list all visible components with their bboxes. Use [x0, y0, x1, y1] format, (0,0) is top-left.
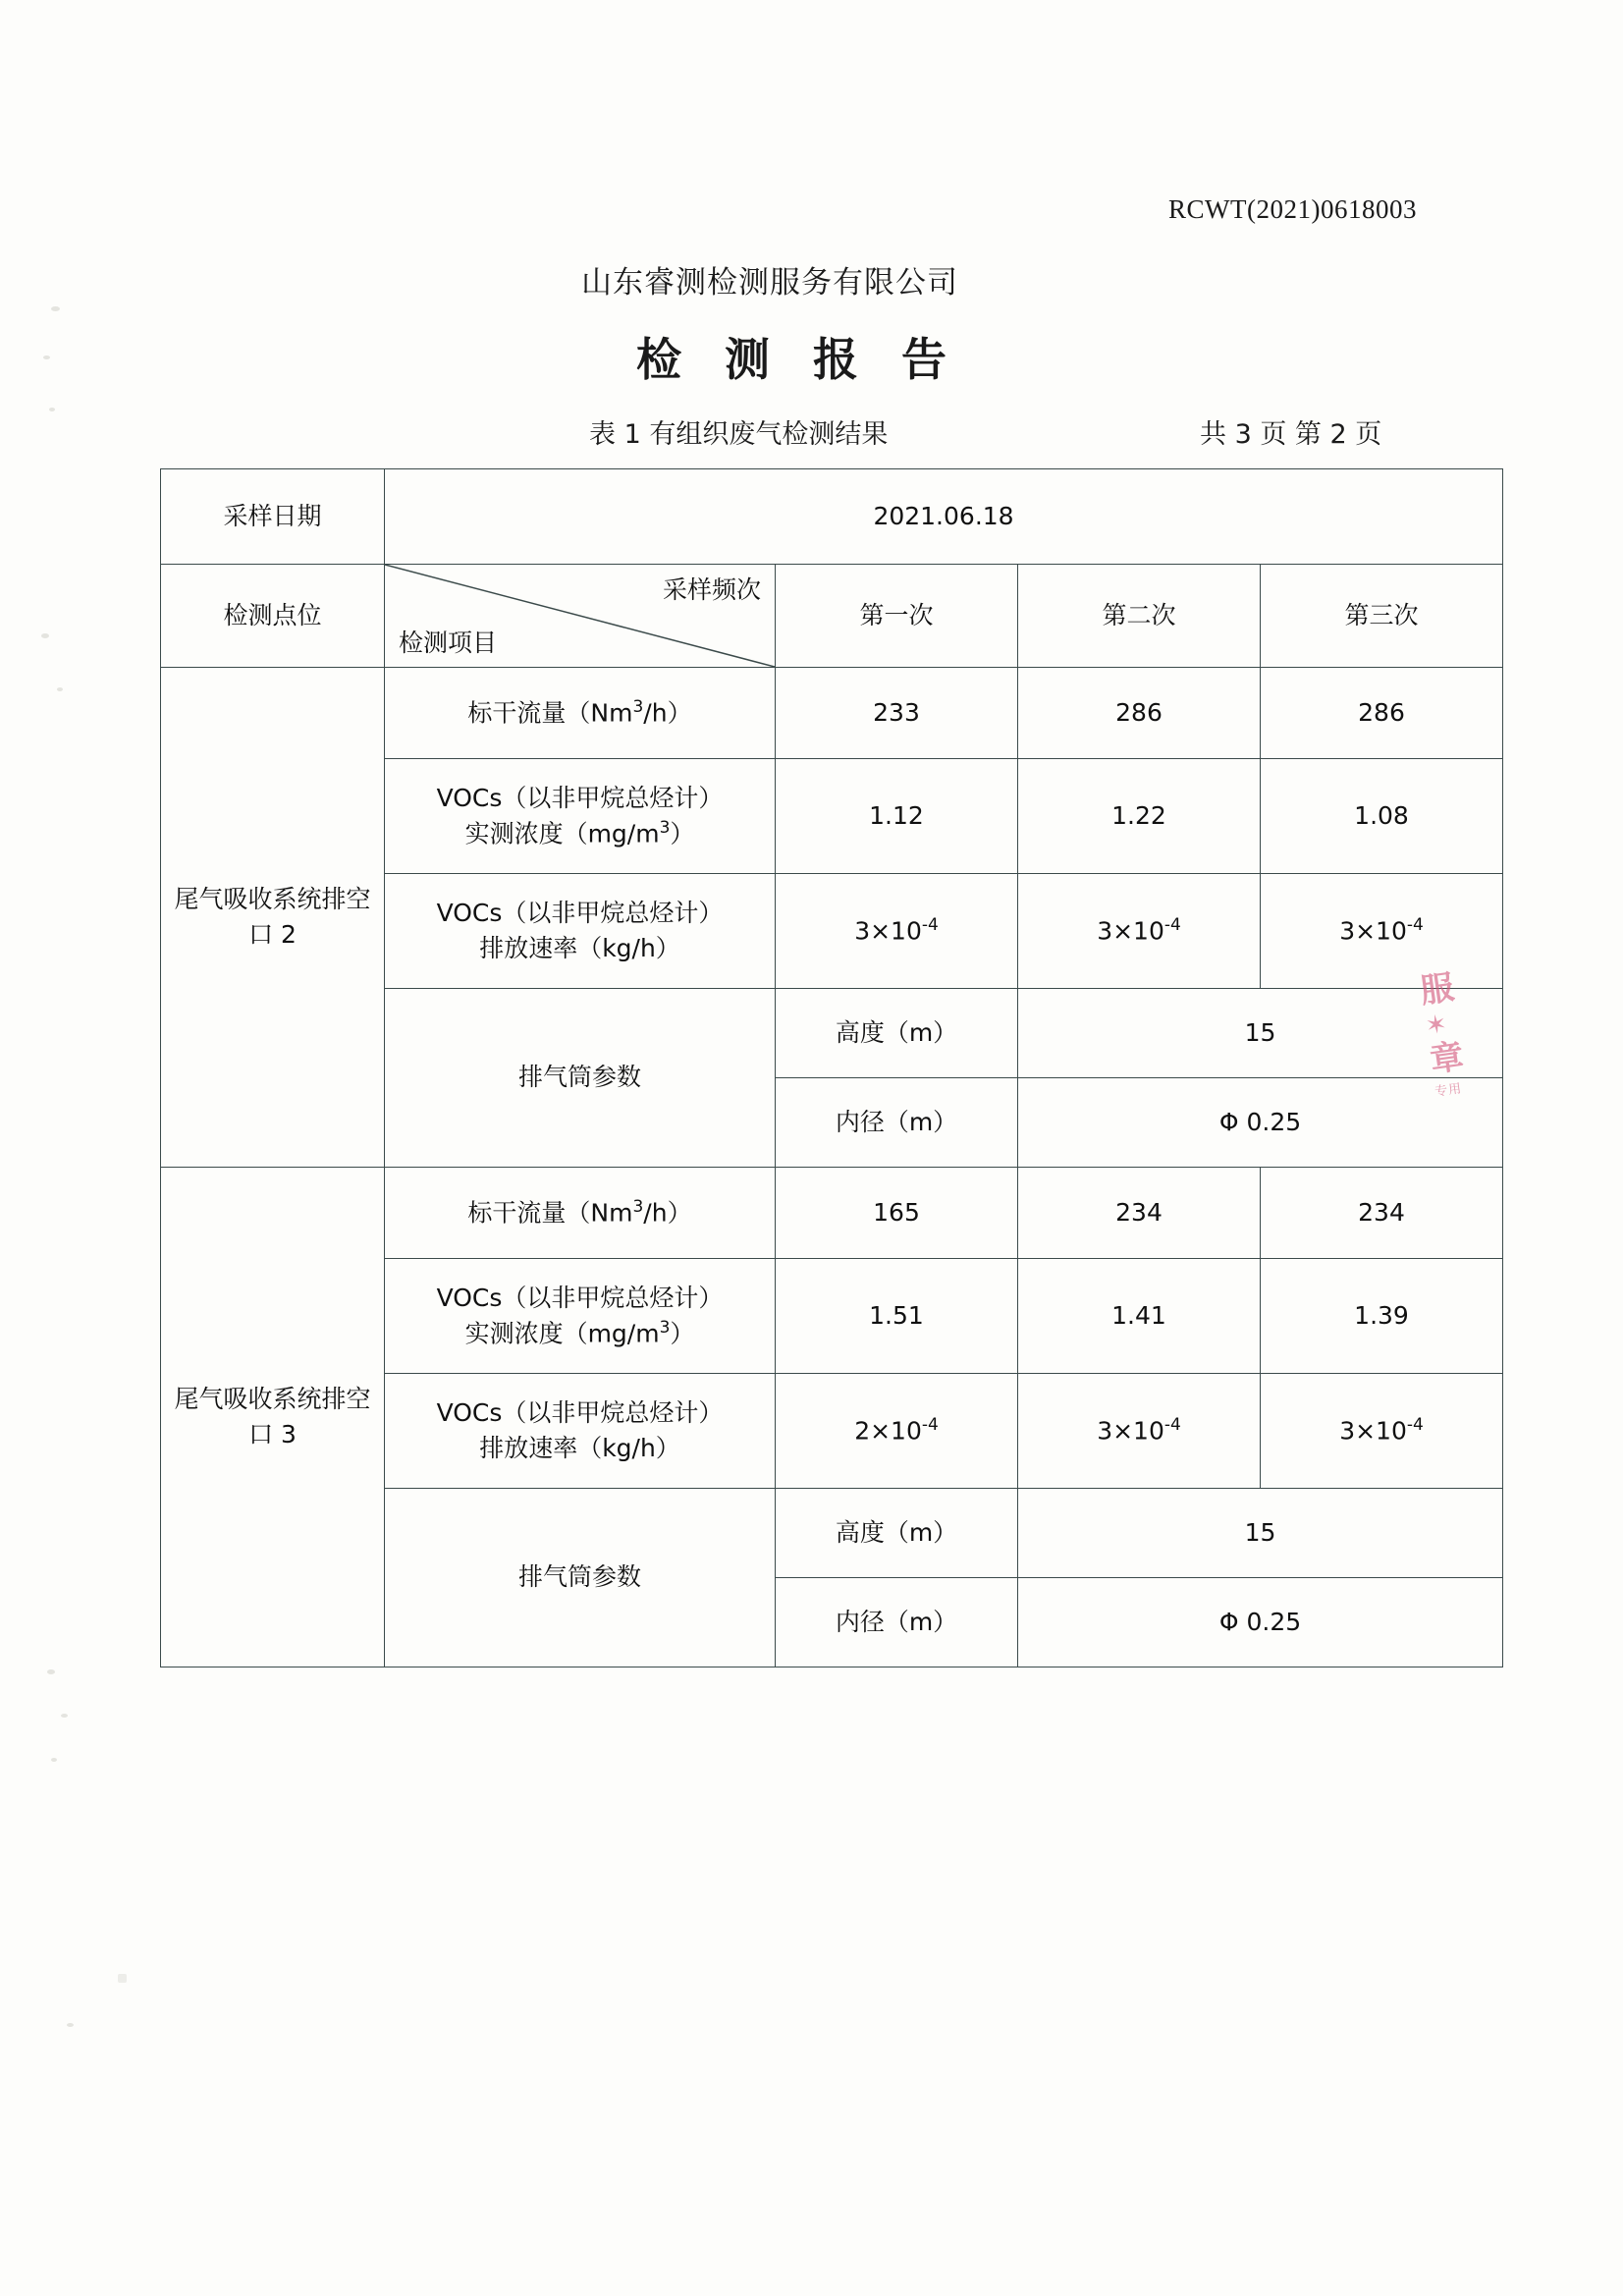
- scan-speckle: [43, 355, 50, 359]
- table-row: [161, 668, 1503, 759]
- stamp-line-1: 服: [1418, 967, 1459, 1011]
- value-0-2-0: $3\times 10^{-4}$: [776, 874, 1018, 989]
- item-name-1-1: VOCs（以非甲烷总烃计） 实测浓度$(mg/m^3)$: [385, 1259, 776, 1374]
- point-name-0: 尾气吸收系统排空口 2: [161, 668, 385, 1168]
- stack-param-name-0-0: 高度（m）: [776, 989, 1018, 1078]
- scan-speckle: [41, 633, 49, 638]
- stack-param-value-1-0: 15: [1018, 1489, 1503, 1578]
- value-1-0-1: 234: [1018, 1168, 1261, 1259]
- value-1-2-2: $3\times 10^{-4}$: [1261, 1374, 1503, 1489]
- table-row: [161, 1168, 1503, 1259]
- scan-speckle: [67, 2023, 74, 2027]
- document-number: RCWT(2021)0618003: [1168, 194, 1417, 224]
- value-0-2-2: $3\times 10^{-4}$: [1261, 874, 1503, 989]
- table-caption: 表 1 有组织废气检测结果: [589, 419, 889, 450]
- value-1-2-0: $2\times 10^{-4}$: [776, 1374, 1018, 1489]
- column-header-1: 第一次: [776, 565, 1018, 668]
- scan-speckle: [51, 1758, 57, 1762]
- value-1-1-0: 1.51: [776, 1259, 1018, 1374]
- results-table: [160, 468, 1503, 1667]
- value-1-0-0: 165: [776, 1168, 1018, 1259]
- value-1-2-1: $3\times 10^{-4}$: [1018, 1374, 1261, 1489]
- stack-params-label-1: 排气筒参数: [385, 1489, 776, 1667]
- point-header: 检测点位: [161, 565, 385, 668]
- point-name-1: 尾气吸收系统排空口 3: [161, 1168, 385, 1667]
- scan-speckle: [47, 1669, 55, 1674]
- column-header-3: 第三次: [1261, 565, 1503, 668]
- stack-param-name-0-1: 内径（m）: [776, 1078, 1018, 1168]
- value-0-1-0: 1.12: [776, 759, 1018, 874]
- frequency-header: 采样频次: [662, 575, 761, 604]
- value-0-1-2: 1.08: [1261, 759, 1503, 874]
- frequency-item-split-header: [385, 565, 776, 668]
- value-0-2-1: $3\times 10^{-4}$: [1018, 874, 1261, 989]
- sampling-date-value: 2021.06.18: [385, 469, 1503, 565]
- item-header: 检测项目: [399, 628, 498, 657]
- page-title: 检 测 报 告: [636, 333, 961, 386]
- item-name-0-1: VOCs（以非甲烷总烃计） 实测浓度$(mg/m^3)$: [385, 759, 776, 874]
- value-0-0-0: 233: [776, 668, 1018, 759]
- stamp-line-2: 章: [1428, 1036, 1469, 1080]
- value-1-0-2: 234: [1261, 1168, 1503, 1259]
- value-1-1-1: 1.41: [1018, 1259, 1261, 1374]
- scan-speckle: [49, 408, 55, 411]
- item-name-1-2: VOCs（以非甲烷总烃计） 排放速率（kg/h）: [385, 1374, 776, 1489]
- scan-speckle: [118, 1974, 127, 1983]
- page-count: 共 3 页 第 2 页: [1200, 419, 1382, 450]
- scan-speckle: [51, 306, 60, 311]
- sampling-date-label: 采样日期: [161, 469, 385, 565]
- stack-param-value-0-1: Φ 0.25: [1018, 1078, 1503, 1168]
- stamp-small-text: 专用: [1434, 1079, 1464, 1099]
- stack-params-label-0: 排气筒参数: [385, 989, 776, 1168]
- table-row-sampling-date: [161, 469, 1503, 565]
- scan-speckle: [61, 1714, 68, 1718]
- value-1-1-2: 1.39: [1261, 1259, 1503, 1374]
- value-0-0-1: 286: [1018, 668, 1261, 759]
- item-name-1-0: 标干流量（Nm$^3$/h）: [385, 1168, 776, 1259]
- company-name: 山东睿测检测服务有限公司: [581, 265, 958, 301]
- stack-param-value-0-0: 15: [1018, 989, 1503, 1078]
- item-name-0-2: VOCs（以非甲烷总烃计） 排放速率（kg/h）: [385, 874, 776, 989]
- item-name-0-0: 标干流量（Nm$^3$/h）: [385, 668, 776, 759]
- scan-speckle: [57, 687, 63, 691]
- column-header-2: 第二次: [1018, 565, 1261, 668]
- table-row-header: [161, 565, 1503, 668]
- value-0-0-2: 286: [1261, 668, 1503, 759]
- stack-param-value-1-1: Φ 0.25: [1018, 1578, 1503, 1667]
- stack-param-name-1-0: 高度（m）: [776, 1489, 1018, 1578]
- value-0-1-1: 1.22: [1018, 759, 1261, 874]
- stack-param-name-1-1: 内径（m）: [776, 1578, 1018, 1667]
- stamp-star-icon: ✶: [1423, 1009, 1449, 1041]
